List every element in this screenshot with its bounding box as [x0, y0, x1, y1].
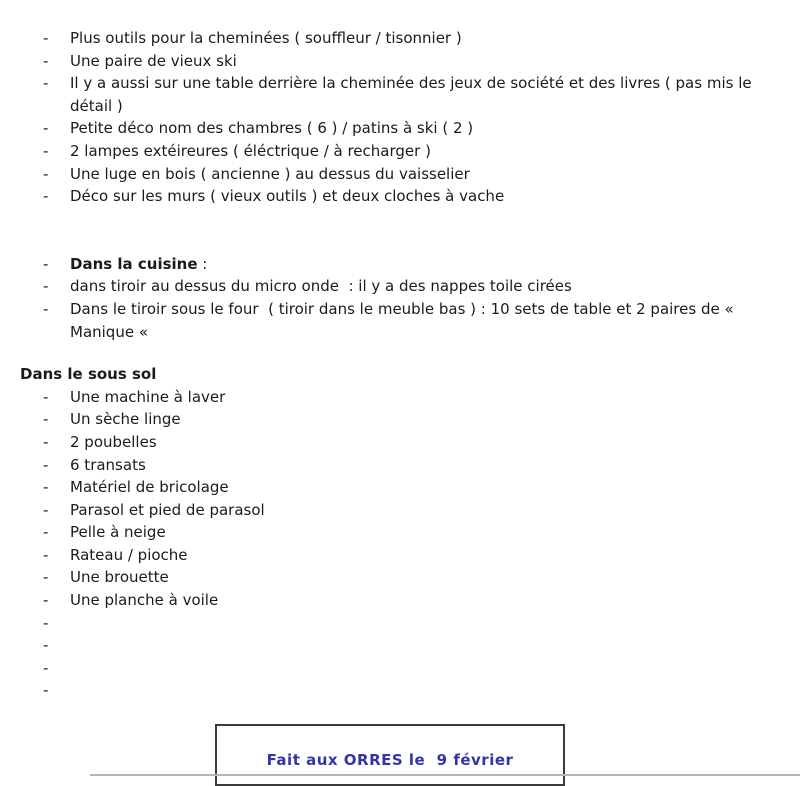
- list-item-text: 2 lampes extéireures ( éléctrique / à recharger ): [70, 141, 431, 160]
- bullet-dash: -: [43, 681, 49, 700]
- bullet-dash: -: [43, 387, 49, 406]
- list-item-text: Une luge en bois ( ancienne ) au dessus du vaisselier: [70, 164, 470, 183]
- list-item-text: 6 transats: [70, 455, 146, 474]
- list-item-text: 2 poubelles: [70, 432, 157, 451]
- list-item: [20, 140, 754, 163]
- section-sous-sol: [20, 386, 754, 702]
- bullet-dash: -: [43, 613, 49, 632]
- list-item-empty: [20, 657, 754, 680]
- list-item-text: Un sèche linge: [70, 410, 181, 429]
- section-living-room: [20, 27, 757, 208]
- section-cuisine: [20, 253, 754, 343]
- list-item-text: Parasol et pied de parasol: [70, 500, 265, 519]
- bullet-dash: -: [43, 410, 49, 429]
- bullet-dash: -: [43, 254, 49, 273]
- list-item: [20, 275, 754, 298]
- bullet-dash: -: [43, 455, 49, 474]
- list-item-text: Une machine à laver: [70, 387, 226, 406]
- bullet-dash: -: [43, 277, 49, 296]
- list-item: [20, 185, 754, 208]
- list-item-text: Déco sur les murs ( vieux outils ) et deux cloches à vache: [70, 187, 505, 206]
- list-item: [20, 476, 754, 499]
- list-item-empty: [20, 679, 754, 702]
- list-item: [20, 454, 754, 477]
- list-item-cuisine-heading: [20, 253, 754, 276]
- bullet-dash: -: [43, 29, 49, 47]
- list-item-text: Pelle à neige: [70, 523, 166, 542]
- bullet-dash: -: [43, 591, 49, 610]
- list-item-text: Matériel de bricolage: [70, 478, 229, 497]
- list-item-text: Rateau / pioche: [70, 545, 188, 564]
- bullet-dash: -: [43, 658, 49, 677]
- bullet-dash: -: [43, 74, 49, 93]
- list-item: [20, 27, 754, 50]
- bullet-dash: -: [43, 141, 49, 160]
- list-item: [20, 163, 754, 186]
- list-item: [20, 566, 754, 589]
- list-item: [20, 544, 754, 567]
- list-item: [20, 431, 754, 454]
- list-item: [20, 298, 754, 343]
- list-item: [20, 50, 754, 73]
- list-item-text: Une paire de vieux ski: [70, 51, 237, 70]
- list-item: [20, 521, 754, 544]
- cuisine-heading-text: [70, 253, 754, 276]
- list-item-empty: [20, 612, 754, 635]
- bullet-dash: -: [43, 51, 49, 70]
- bullet-dash: -: [43, 299, 49, 318]
- cuisine-heading-bold: Dans la cuisine: [70, 254, 198, 273]
- signature-box: [215, 724, 565, 786]
- bullet-dash: -: [43, 164, 49, 183]
- list-item: [20, 72, 757, 117]
- bullet-dash: -: [43, 478, 49, 497]
- bullet-dash: -: [43, 432, 49, 451]
- sous-sol-heading: Dans le sous sol: [20, 365, 157, 384]
- bullet-dash: -: [43, 636, 49, 655]
- list-item: [20, 499, 754, 522]
- list-item-text: Une brouette: [70, 568, 169, 587]
- bullet-dash: -: [43, 119, 49, 138]
- list-item-text: Dans le tiroir sous le four ( tiroir dans le meuble bas ) : 10 sets de table et 2 paires de « Manique «: [70, 299, 739, 341]
- list-item-text: Il y a aussi sur une table derrière la cheminée des jeux de société et des livres ( pas mis le détail ): [70, 74, 757, 115]
- list-item: [20, 386, 754, 409]
- cuisine-heading-colon: :: [197, 254, 208, 273]
- list-item-text: Petite déco nom des chambres ( 6 ) / patins à ski ( 2 ): [70, 119, 474, 138]
- list-item-text: dans tiroir au dessus du micro onde : il y a des nappes toile cirées: [70, 277, 572, 296]
- list-item: [20, 589, 754, 612]
- bullet-dash: -: [43, 187, 49, 206]
- bullet-dash: -: [43, 500, 49, 519]
- list-item-text: Une planche à voile: [70, 591, 219, 610]
- bullet-dash: -: [43, 545, 49, 564]
- list-item-text: Plus outils pour la cheminées ( souffleur / tisonnier ): [70, 29, 462, 47]
- list-item: [20, 117, 754, 140]
- list-item-empty: [20, 634, 754, 657]
- signature-text: Fait aux ORRES le 9 février: [266, 751, 514, 769]
- bullet-dash: -: [43, 523, 49, 542]
- bullet-dash: -: [43, 568, 49, 587]
- list-item: [20, 408, 754, 431]
